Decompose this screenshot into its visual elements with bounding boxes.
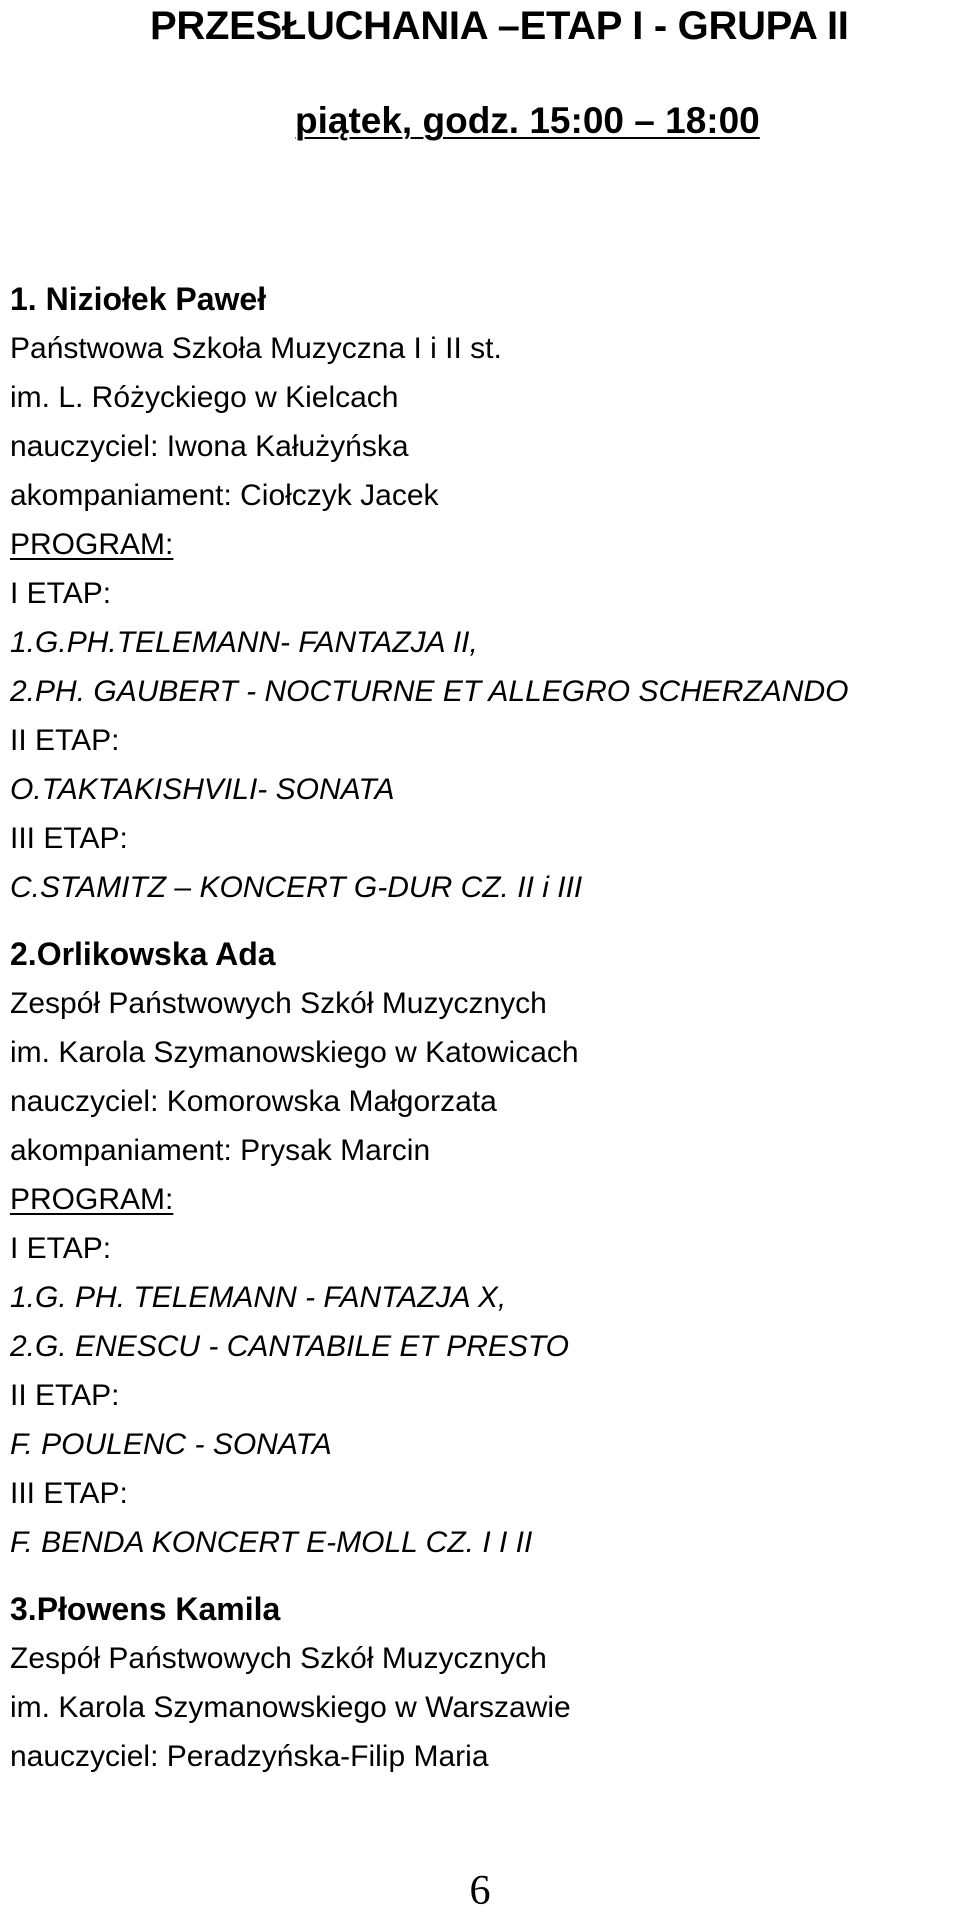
- program-label: PROGRAM:: [10, 528, 174, 561]
- program-item: 1.G.PH.TELEMANN- FANTAZJA II,: [10, 626, 478, 659]
- school-line: Zespół Państwowych Szkół Muzycznych: [10, 987, 547, 1020]
- teacher-line: nauczyciel: Iwona Kałużyńska: [10, 430, 409, 463]
- accompaniment-line: akompaniament: Prysak Marcin: [10, 1134, 431, 1167]
- program-item: 2.G. ENESCU - CANTABILE ET PRESTO: [10, 1330, 570, 1363]
- teacher-line: nauczyciel: Peradzyńska-Filip Maria: [10, 1740, 489, 1773]
- program-item: C.STAMITZ – KONCERT G-DUR CZ. II i III: [10, 871, 583, 904]
- participant-name: 3.Płowens Kamila: [10, 1591, 281, 1627]
- participant-name: 2.Orlikowska Ada: [10, 936, 276, 972]
- page-title: PRZESŁUCHANIA –ETAP I - GRUPA II: [150, 4, 849, 48]
- participant-name: 1. Niziołek Paweł: [10, 281, 267, 317]
- stage-label: I ETAP:: [10, 577, 112, 610]
- school-line: im. Karola Szymanowskiego w Katowicach: [10, 1036, 579, 1069]
- participant-entry: [10, 275, 950, 912]
- page-number: 6: [469, 1868, 491, 1914]
- schedule-subtitle: piątek, godz. 15:00 – 18:00: [295, 100, 760, 141]
- program-item: F. POULENC - SONATA: [10, 1428, 332, 1461]
- stage-label: II ETAP:: [10, 724, 120, 757]
- accompaniment-line: akompaniament: Ciołczyk Jacek: [10, 479, 439, 512]
- program-item: 1.G. PH. TELEMANN - FANTAZJA X,: [10, 1281, 507, 1314]
- school-line: Państwowa Szkoła Muzyczna I i II st.: [10, 332, 502, 365]
- stage-label: III ETAP:: [10, 822, 128, 855]
- program-item: 2.PH. GAUBERT - NOCTURNE ET ALLEGRO SCHERZANDO: [10, 675, 849, 708]
- school-line: im. Karola Szymanowskiego w Warszawie: [10, 1691, 571, 1724]
- school-line: Zespół Państwowych Szkół Muzycznych: [10, 1642, 547, 1675]
- program-item: O.TAKTAKISHVILI- SONATA: [10, 773, 395, 806]
- stage-label: III ETAP:: [10, 1477, 128, 1510]
- participant-list: [10, 275, 950, 1799]
- program-item: F. BENDA KONCERT E-MOLL CZ. I I II: [10, 1526, 533, 1559]
- stage-label: I ETAP:: [10, 1232, 112, 1265]
- school-line: im. L. Różyckiego w Kielcach: [10, 381, 399, 414]
- participant-entry: [10, 930, 950, 1567]
- teacher-line: nauczyciel: Komorowska Małgorzata: [10, 1085, 497, 1118]
- participant-entry: [10, 1585, 950, 1781]
- program-label: PROGRAM:: [10, 1183, 174, 1216]
- stage-label: II ETAP:: [10, 1379, 120, 1412]
